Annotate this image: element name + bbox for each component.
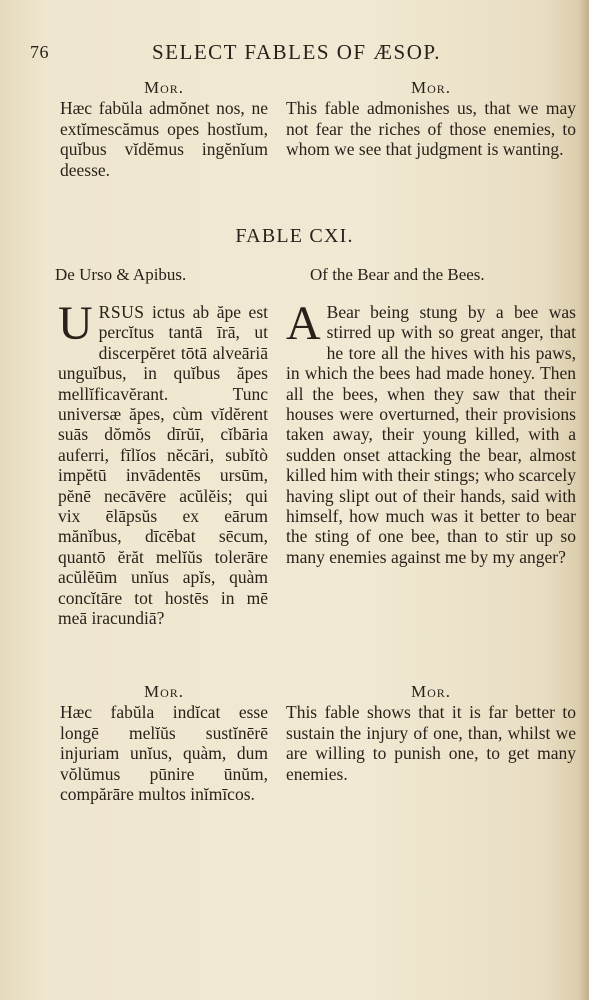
moral-heading: Mor. <box>143 78 185 97</box>
fable-title: FABLE CXI. <box>235 225 354 247</box>
latin-fable <box>58 297 268 629</box>
page-header <box>30 40 575 70</box>
latin-subtitle: De Urso & Apibus. <box>55 265 187 284</box>
moral-heading: Mor. <box>410 682 452 701</box>
moral-text-latin: Hæc fabŭla indĭcat esse longē melĭŭs sustĭnērē injuriam unĭus, quàm, dum vŏlŭmus pūnire ūnŭm, compărāre multos inĭmīcos. <box>60 702 268 805</box>
moral-text-latin: Hæc fabŭla admŏnet nos, ne extĭmescămus opes hostĭum, quĭbus vĭdĕmus ingĕnĭum deesse. <box>60 98 268 180</box>
latin-first-word: RSUS <box>98 302 145 322</box>
bottom-right-moral <box>286 682 576 784</box>
moral-text-english: This fable admonishes us, that we may not fear the riches of those enemies, to whom we see that judgment is wanting. <box>286 98 576 160</box>
english-fable-text: Bear being stung by a bee was stirred up with so great anger, that he tore all the hives with his paws, in which the bees had made honey. Then all the bees, when they saw that their houses were overturned, their provisions taken away, their young killed, with a sudden onset attacking the bear, almost killed him with their stings; who scarcely having slipt out of their hands, said with himself, how much was it better to bear the sting of one bee, than to stir up so many enemies against me by my anger? <box>286 302 576 567</box>
latin-fable-text: ictus ab ăpe est percĭtus tantā īrā, ut discerpĕret tōtā alveāriā unguĭbus, in quĭbus ăpes mellĭficavĕrant. Tunc universæ ăpes, cùm vĭdĕrent suās dŏmŏs dīrŭī, cĭbāria auferri, fīlĭos nĕcāri, subĭtò impĕtū invādentēs ursūm, pĕnē necāvēre acŭlĕis; qui vix ēlāpsŭs ex eārum mănĭbus, dīcēbat sēcum, quantō ĕrăt melĭŭs tolerāre acŭlĕūm unĭus apĭs, quàm concĭtāre tot hostēs in mē meā iracundiā? <box>58 302 268 629</box>
running-head: SELECT FABLES OF ÆSOP. <box>152 40 441 64</box>
english-fable <box>286 297 576 567</box>
top-right-moral <box>286 78 576 160</box>
english-subtitle: Of the Bear and the Bees. <box>310 265 485 284</box>
english-dropcap: A <box>286 297 321 350</box>
moral-heading: Mor. <box>143 682 185 701</box>
latin-dropcap: U <box>58 297 93 350</box>
bottom-left-moral <box>60 682 268 804</box>
top-left-moral <box>60 78 268 180</box>
moral-heading: Mor. <box>410 78 452 97</box>
moral-text-english: This fable shows that it is far better to sustain the injury of one, than, whilst we are willing to punish one, to get many enemies. <box>286 702 576 784</box>
page-number: 76 <box>30 42 49 62</box>
page-edge-shadow <box>579 0 589 1000</box>
